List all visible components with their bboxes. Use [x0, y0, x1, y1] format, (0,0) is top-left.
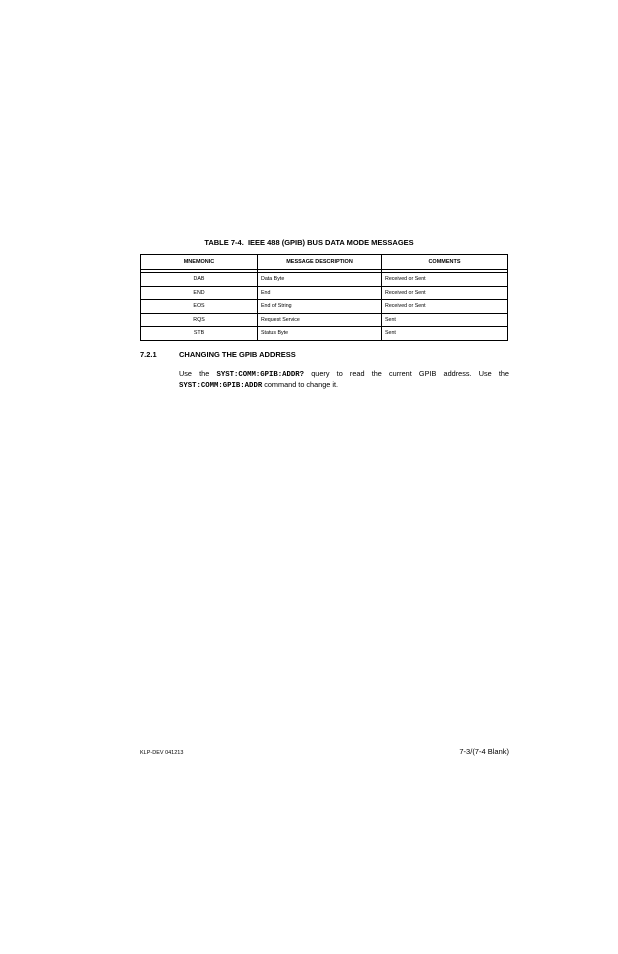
- comments-cell: Sent: [382, 313, 508, 327]
- mnemonic-cell: STB: [141, 327, 258, 341]
- section-body-text: [179, 369, 509, 391]
- description-cell: Request Service: [258, 313, 382, 327]
- description-cell: Data Byte: [258, 273, 382, 287]
- description-cell: End of String: [258, 300, 382, 314]
- mnemonic-cell: DAB: [141, 273, 258, 287]
- mnemonic-cell: EOS: [141, 300, 258, 314]
- table-row: [141, 286, 508, 300]
- gpib-messages-table: [140, 254, 508, 341]
- body-text-part: query to read the current GPIB address. Use the: [304, 369, 509, 378]
- comments-cell: Received or Sent: [382, 300, 508, 314]
- table-row: [141, 300, 508, 314]
- section-number: 7.2.1: [140, 350, 157, 359]
- table-row: [141, 313, 508, 327]
- comments-cell: Sent: [382, 327, 508, 341]
- table-title: TABLE 7-4. IEEE 488 (GPIB) BUS DATA MODE MESSAGES: [204, 238, 414, 247]
- set-command-code: SYST:COMM:GPIB:ADDR: [179, 382, 263, 390]
- header-message-description: MESSAGE DESCRIPTION: [258, 255, 382, 270]
- body-text-part: command to change it.: [262, 380, 339, 389]
- header-comments: COMMENTS: [382, 255, 508, 270]
- section-title: CHANGING THE GPIB ADDRESS: [179, 350, 296, 359]
- footer-page-number: 7-3/(7-4 Blank): [459, 747, 509, 756]
- comments-cell: Received or Sent: [382, 273, 508, 287]
- query-command-code: SYST:COMM:GPIB:ADDR?: [216, 371, 305, 379]
- mnemonic-cell: END: [141, 286, 258, 300]
- description-cell: End: [258, 286, 382, 300]
- footer-document-id: KLP-DEV 041213: [140, 750, 184, 756]
- mnemonic-cell: RQS: [141, 313, 258, 327]
- body-text-part: Use the: [179, 369, 217, 378]
- description-cell: Status Byte: [258, 327, 382, 341]
- table-header-row: [141, 255, 508, 270]
- comments-cell: Received or Sent: [382, 286, 508, 300]
- table-row: [141, 273, 508, 287]
- table-row: [141, 327, 508, 341]
- header-mnemonic: MNEMONIC: [141, 255, 258, 270]
